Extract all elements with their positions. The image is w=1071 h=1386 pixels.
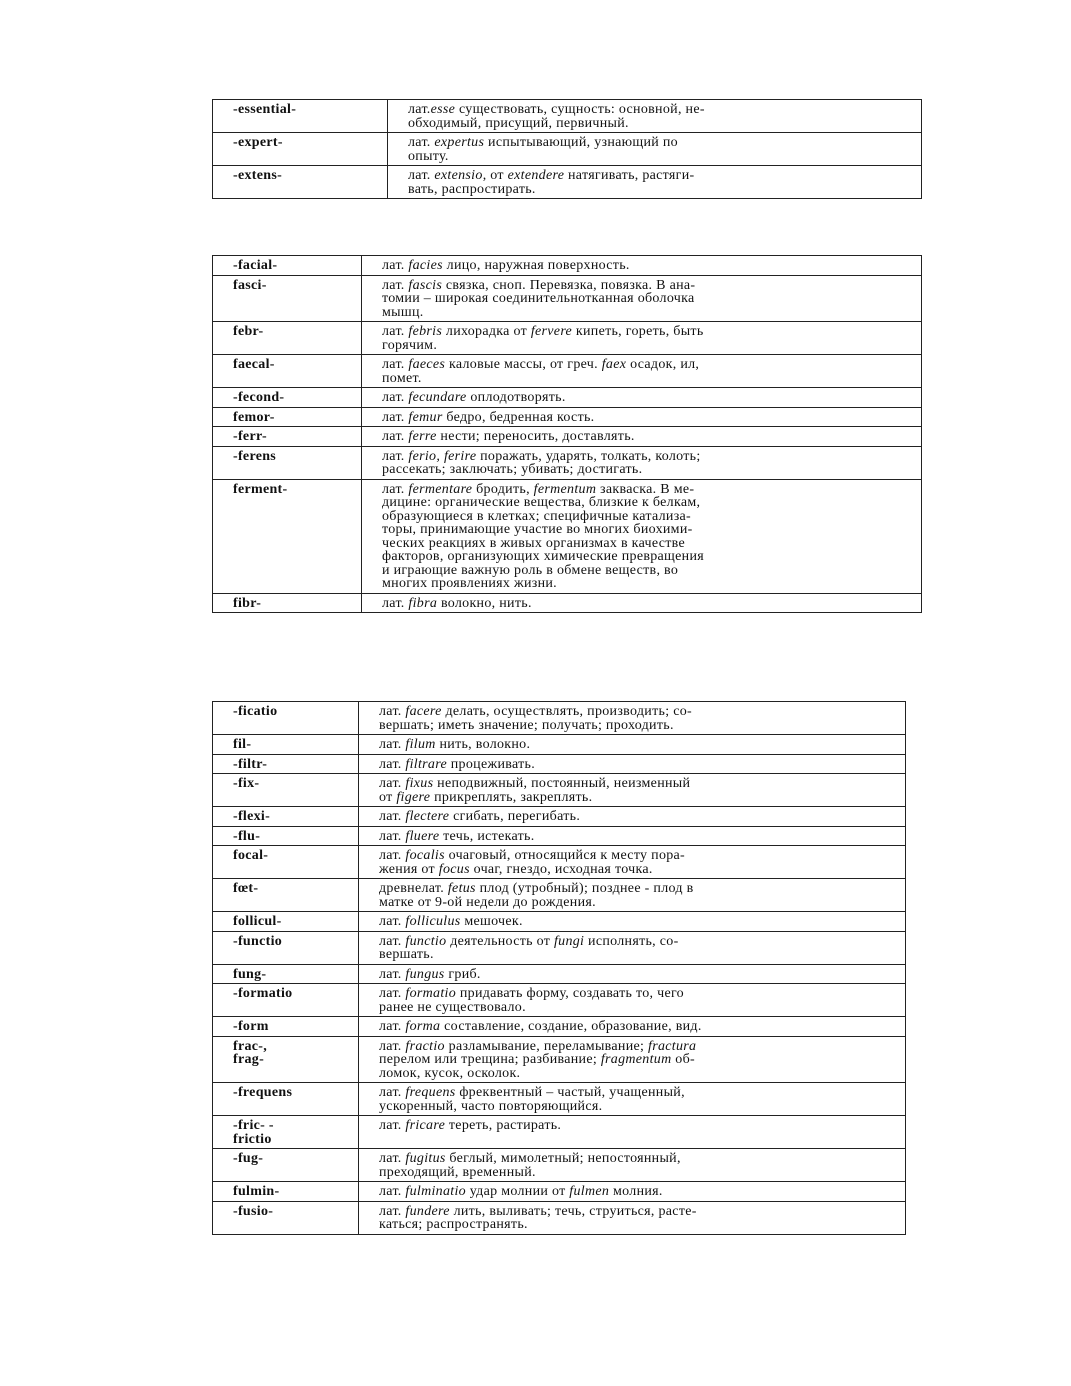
definition-text: делать, осуществлять, производить; со- bbox=[441, 704, 692, 719]
definition-text: лат. bbox=[379, 933, 406, 949]
definition-text: осадок, ил, bbox=[626, 357, 700, 372]
definition-cell bbox=[359, 931, 906, 964]
definition-text: лат. bbox=[379, 1151, 406, 1166]
latin-term: faex bbox=[601, 357, 627, 372]
latin-term: extendere bbox=[507, 168, 565, 183]
glossary-table-2 bbox=[212, 255, 922, 613]
term-cell: fibr- bbox=[213, 593, 362, 613]
latin-term: functio bbox=[405, 933, 447, 949]
definition-text: образующиеся в клетках; специфичные катализа- bbox=[382, 508, 692, 524]
definition-text: лат. bbox=[408, 135, 435, 150]
table-row bbox=[213, 1149, 906, 1182]
definition-text: лат. bbox=[379, 1118, 406, 1133]
latin-term: frequens bbox=[405, 1085, 456, 1100]
table-row bbox=[213, 355, 922, 388]
definition-text: лат. bbox=[382, 258, 409, 273]
table-row bbox=[213, 1201, 906, 1234]
table-row bbox=[213, 446, 922, 479]
definition-text: ускоренный, часто повторяющийся. bbox=[379, 1098, 603, 1114]
term-cell: -fusio- bbox=[213, 1201, 359, 1234]
definition-text: вершать. bbox=[379, 947, 434, 962]
definition-cell bbox=[362, 593, 922, 613]
latin-term: fluere bbox=[405, 828, 440, 844]
definition-text: лат. bbox=[408, 102, 431, 117]
definition-text: лат. bbox=[379, 776, 406, 791]
latin-term: faeces bbox=[408, 357, 446, 372]
definition-text: деятельность от bbox=[446, 933, 554, 949]
term-cell: -form bbox=[213, 1017, 359, 1037]
latin-term: fungi bbox=[553, 933, 585, 949]
latin-term: flectere bbox=[405, 809, 450, 824]
table-row bbox=[213, 1116, 906, 1149]
definition-cell bbox=[388, 133, 922, 166]
term-cell: -functio bbox=[213, 931, 359, 964]
definition-text: опыту. bbox=[408, 148, 449, 164]
definition-text: помет. bbox=[382, 370, 422, 386]
definition-text: каловые массы, от греч. bbox=[445, 357, 602, 372]
term-cell: -fecond- bbox=[213, 388, 362, 408]
latin-term: fixus bbox=[405, 776, 434, 791]
term-cell: -expert- bbox=[213, 133, 388, 166]
definition-text: преходящий, временный. bbox=[379, 1164, 536, 1180]
definition-cell bbox=[362, 275, 922, 322]
definition-text: кипеть, гореть, быть bbox=[572, 324, 704, 339]
term-cell: -ferens bbox=[213, 446, 362, 479]
definition-text: лат. bbox=[382, 481, 409, 497]
definition-text: лат. bbox=[379, 828, 406, 844]
definition-text: течь, истекать. bbox=[439, 828, 535, 844]
definition-text: лат. bbox=[379, 809, 406, 824]
table-row bbox=[213, 407, 922, 427]
definition-text: перелом или трещина; разбивание; bbox=[379, 1052, 601, 1067]
latin-term: filum bbox=[405, 737, 436, 752]
term-cell: fil- bbox=[213, 735, 359, 755]
term-cell: febr- bbox=[213, 322, 362, 355]
term-cell: faecal- bbox=[213, 355, 362, 388]
table-row bbox=[213, 133, 922, 166]
latin-term: fulminatio bbox=[405, 1184, 466, 1199]
table-row bbox=[213, 984, 906, 1017]
latin-term: focus bbox=[438, 861, 470, 877]
latin-term: formatio bbox=[405, 986, 457, 1001]
latin-term: fractura bbox=[648, 1038, 697, 1054]
term-cell: -formatio bbox=[213, 984, 359, 1017]
definition-text: волокно, нить. bbox=[437, 595, 532, 611]
table-row bbox=[213, 735, 906, 755]
definition-text: лить, выливать; течь, струиться, расте- bbox=[449, 1203, 697, 1219]
definition-text: нить, волокно. bbox=[435, 737, 531, 752]
definition-text: составление, создание, образование, вид. bbox=[440, 1019, 702, 1034]
definition-text: торы, принимающие участие во многих биохими- bbox=[382, 522, 693, 537]
definition-text: поражать, ударять, толкать, колоть; bbox=[476, 448, 701, 464]
latin-term: fungus bbox=[405, 966, 445, 982]
table-row bbox=[213, 774, 906, 807]
definition-text: лат. bbox=[379, 1019, 406, 1034]
definition-text: томии – широкая соединительнотканная оболочка bbox=[382, 291, 695, 306]
latin-term: folliculus bbox=[405, 914, 461, 929]
definition-cell bbox=[359, 1182, 906, 1202]
table-row bbox=[213, 1083, 906, 1116]
table-row bbox=[213, 912, 906, 932]
latin-term: fervere bbox=[530, 324, 573, 339]
definition-cell bbox=[359, 879, 906, 912]
definition-text: каться; распространять. bbox=[379, 1217, 528, 1232]
definition-text: придавать форму, создавать то, чего bbox=[456, 986, 684, 1001]
term-cell: -essential- bbox=[213, 100, 388, 133]
definition-text: нести; переносить, доставлять. bbox=[436, 429, 635, 444]
definition-text: лат. bbox=[382, 390, 409, 405]
table-row bbox=[213, 754, 906, 774]
term-cell: ferment- bbox=[213, 479, 362, 593]
definition-cell bbox=[359, 1201, 906, 1234]
definition-text: существовать, сущность: основной, не- bbox=[455, 102, 705, 117]
latin-term: figere bbox=[396, 789, 431, 805]
definition-text: плод (утробный); позднее - плод в bbox=[475, 881, 694, 896]
table-row bbox=[213, 931, 906, 964]
definition-text: и играющие важную роль в обмене веществ, во bbox=[382, 562, 679, 578]
definition-text: лат. bbox=[382, 409, 409, 425]
definition-text: ломок, кусок, осколок. bbox=[379, 1065, 521, 1081]
latin-term: fermentum bbox=[533, 481, 597, 497]
definition-text: неподвижный, постоянный, неизменный bbox=[433, 776, 691, 791]
definition-text: лат. bbox=[379, 1203, 406, 1219]
term-cell: -fric- - frictio bbox=[213, 1116, 359, 1149]
definition-text: лат. bbox=[379, 756, 406, 772]
definition-cell bbox=[362, 355, 922, 388]
definition-text: , от bbox=[482, 168, 508, 183]
definition-text: лат. bbox=[379, 1184, 406, 1199]
table-row bbox=[213, 964, 906, 984]
definition-text: связка, сноп. Перевязка, повязка. В ана- bbox=[442, 277, 696, 293]
table-row bbox=[213, 166, 922, 199]
definition-text: лат. bbox=[379, 1038, 406, 1054]
definition-text: обходимый, присущий, первичный. bbox=[408, 115, 629, 131]
glossary-table-3 bbox=[212, 701, 906, 1235]
definition-cell bbox=[362, 427, 922, 447]
term-cell: femor- bbox=[213, 407, 362, 427]
definition-cell bbox=[362, 407, 922, 427]
definition-text: ранее не существовало. bbox=[379, 999, 526, 1015]
latin-term: fascis bbox=[408, 277, 443, 293]
definition-cell bbox=[359, 702, 906, 735]
definition-text: лат. bbox=[379, 986, 406, 1001]
definition-cell bbox=[362, 322, 922, 355]
latin-term: fractio bbox=[405, 1038, 445, 1054]
term-cell: frac-, frag- bbox=[213, 1036, 359, 1083]
definition-cell bbox=[359, 1036, 906, 1083]
definition-text: беглый, мимолетный; непостоянный, bbox=[445, 1151, 681, 1166]
definition-text: жения от bbox=[379, 861, 439, 877]
definition-cell bbox=[359, 754, 906, 774]
definition-text: от bbox=[379, 789, 397, 805]
definition-text: лат. bbox=[382, 277, 409, 293]
definition-text: фреквентный – частый, учащенный, bbox=[455, 1085, 685, 1100]
definition-text: лат. bbox=[379, 737, 406, 752]
term-cell: -ficatio bbox=[213, 702, 359, 735]
definition-text: лат. bbox=[382, 357, 409, 372]
definition-text: лат. bbox=[382, 448, 409, 464]
latin-term: febris bbox=[408, 324, 443, 339]
term-cell: -extens- bbox=[213, 166, 388, 199]
definition-cell bbox=[359, 1017, 906, 1037]
definition-text: молния. bbox=[609, 1184, 663, 1199]
definition-cell bbox=[362, 388, 922, 408]
definition-text: прикреплять, закреплять. bbox=[430, 789, 593, 805]
definition-text: лат. bbox=[382, 595, 409, 611]
definition-text: факторов, организующих химические превращения bbox=[382, 549, 704, 564]
latin-term: fetus bbox=[447, 881, 476, 896]
latin-term: facies bbox=[408, 258, 443, 273]
definition-text: лат. bbox=[379, 914, 406, 929]
latin-term: fragmentum bbox=[600, 1052, 672, 1067]
definition-text: бродить, bbox=[472, 481, 534, 497]
latin-term: ferre bbox=[408, 429, 437, 444]
definition-text: процеживать. bbox=[446, 756, 536, 772]
table-row bbox=[213, 322, 922, 355]
definition-cell bbox=[359, 846, 906, 879]
definition-cell bbox=[359, 735, 906, 755]
definition-text: лихорадка от bbox=[442, 324, 531, 339]
term-cell: fulmin- bbox=[213, 1182, 359, 1202]
table-row bbox=[213, 1017, 906, 1037]
latin-term: esse bbox=[430, 102, 456, 117]
table-row bbox=[213, 427, 922, 447]
latin-term: focalis bbox=[405, 848, 445, 863]
definition-text: лат. bbox=[382, 429, 409, 444]
latin-term: filtrare bbox=[405, 756, 447, 772]
latin-term: fulmen bbox=[569, 1184, 610, 1199]
definition-cell bbox=[359, 807, 906, 827]
definition-text: гриб. bbox=[444, 966, 481, 982]
definition-cell bbox=[359, 1149, 906, 1182]
definition-text: исполнять, со- bbox=[584, 933, 679, 949]
definition-text: удар молнии от bbox=[465, 1184, 570, 1199]
definition-text: бедро, бедренная кость. bbox=[442, 409, 595, 425]
definition-text: горячим. bbox=[382, 337, 438, 353]
table-row bbox=[213, 826, 906, 846]
definition-cell bbox=[359, 1116, 906, 1149]
table-row bbox=[213, 275, 922, 322]
term-cell: -facial- bbox=[213, 256, 362, 276]
definition-cell bbox=[359, 964, 906, 984]
term-cell: -frequens bbox=[213, 1083, 359, 1116]
latin-term: fundere bbox=[405, 1203, 450, 1219]
term-cell: fung- bbox=[213, 964, 359, 984]
definition-text: очаг, гнездо, исходная точка. bbox=[469, 861, 653, 877]
table-row bbox=[213, 256, 922, 276]
table-row bbox=[213, 479, 922, 593]
definition-cell bbox=[359, 826, 906, 846]
latin-term: ferio, ferire bbox=[408, 448, 477, 464]
latin-term: fugitus bbox=[405, 1151, 446, 1166]
definition-cell bbox=[359, 984, 906, 1017]
definition-text: мышц. bbox=[382, 304, 424, 320]
table-row bbox=[213, 807, 906, 827]
definition-text: очаговый, относящийся к месту пора- bbox=[444, 848, 686, 863]
term-cell: -ferr- bbox=[213, 427, 362, 447]
glossary-table-1 bbox=[212, 99, 922, 199]
table-row bbox=[213, 1036, 906, 1083]
term-cell: -fug- bbox=[213, 1149, 359, 1182]
table-row bbox=[213, 846, 906, 879]
definition-text: разламывание, переламывание; bbox=[444, 1038, 649, 1054]
definition-cell bbox=[362, 446, 922, 479]
definition-text: лат. bbox=[408, 168, 435, 183]
definition-cell bbox=[388, 166, 922, 199]
definition-cell bbox=[362, 256, 922, 276]
term-cell: -flexi- bbox=[213, 807, 359, 827]
definition-text: мешочек. bbox=[460, 914, 523, 929]
latin-term: expertus bbox=[434, 135, 485, 150]
latin-term: extensio bbox=[434, 168, 483, 183]
definition-text: вать, распростирать. bbox=[408, 181, 536, 197]
definition-text: дицине: органические вещества, близкие к белкам, bbox=[382, 495, 701, 510]
table-row bbox=[213, 388, 922, 408]
table-row bbox=[213, 702, 906, 735]
definition-cell bbox=[362, 479, 922, 593]
term-cell: -flu- bbox=[213, 826, 359, 846]
definition-text: лат. bbox=[379, 1085, 406, 1100]
definition-text: лат. bbox=[379, 848, 406, 863]
latin-term: forma bbox=[405, 1019, 441, 1034]
latin-term: facere bbox=[405, 704, 442, 719]
definition-text: об- bbox=[671, 1052, 695, 1067]
term-cell: focal- bbox=[213, 846, 359, 879]
latin-term: fecundare bbox=[408, 390, 467, 405]
definition-text: сгибать, перегибать. bbox=[449, 809, 581, 824]
definition-text: вершать; иметь значение; получать; проходить. bbox=[379, 717, 674, 733]
definition-text: испытывающий, узнающий по bbox=[484, 135, 678, 150]
term-cell: -fix- bbox=[213, 774, 359, 807]
term-cell: fœt- bbox=[213, 879, 359, 912]
definition-cell bbox=[359, 774, 906, 807]
definition-text: лат. bbox=[379, 966, 406, 982]
definition-text: многих проявлениях жизни. bbox=[382, 576, 557, 591]
latin-term: fermentare bbox=[408, 481, 473, 497]
latin-term: fibra bbox=[408, 595, 438, 611]
definition-cell bbox=[359, 912, 906, 932]
latin-term: fricare bbox=[405, 1118, 446, 1133]
term-cell: -filtr- bbox=[213, 754, 359, 774]
definition-text: натягивать, растяги- bbox=[564, 168, 695, 183]
definition-text: закваска. В ме- bbox=[596, 481, 695, 497]
definition-cell bbox=[388, 100, 922, 133]
definition-text: лат. bbox=[379, 704, 406, 719]
definition-text: лат. bbox=[382, 324, 409, 339]
latin-term: femur bbox=[408, 409, 443, 425]
term-cell: follicul- bbox=[213, 912, 359, 932]
definition-text: оплодотворять. bbox=[466, 390, 566, 405]
definition-text: рассекать; заключать; убивать; достигать. bbox=[382, 462, 643, 477]
definition-cell bbox=[359, 1083, 906, 1116]
definition-text: тереть, растирать. bbox=[445, 1118, 562, 1133]
definition-text: древнелат. bbox=[379, 881, 448, 896]
table-row bbox=[213, 100, 922, 133]
term-cell: fasci- bbox=[213, 275, 362, 322]
definition-text: ческих реакциях в живых организмах в качестве bbox=[382, 535, 686, 551]
definition-text: матке от 9-ой недели до рождения. bbox=[379, 894, 596, 910]
definition-text: лицо, наружная поверхность. bbox=[442, 258, 630, 273]
table-row bbox=[213, 879, 906, 912]
table-row bbox=[213, 593, 922, 613]
table-row bbox=[213, 1182, 906, 1202]
